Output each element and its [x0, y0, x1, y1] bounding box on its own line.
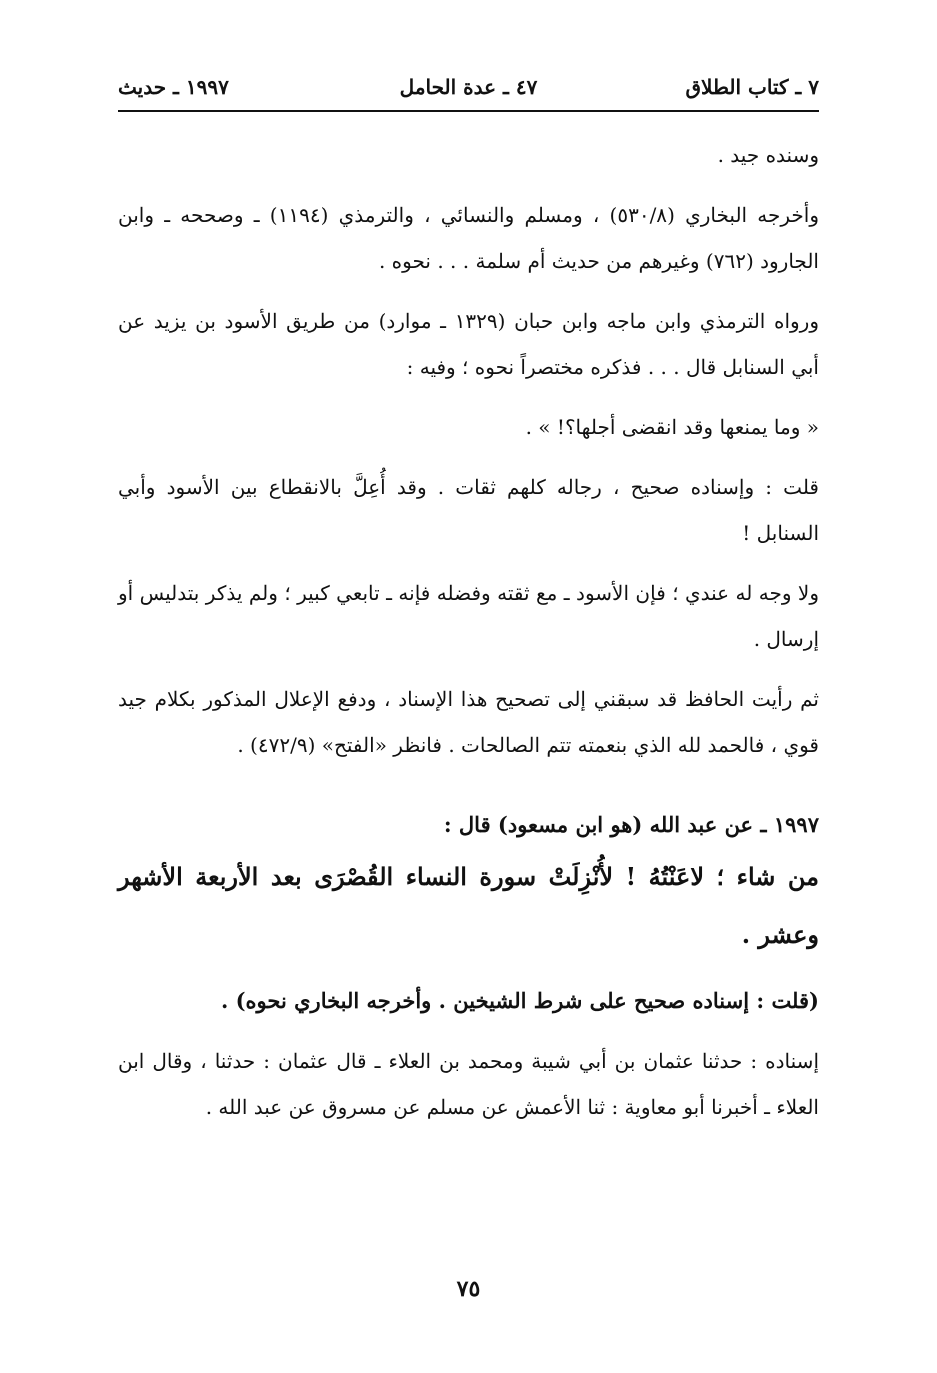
- paragraph: وسنده جيد .: [717, 143, 819, 167]
- book-page: [118, 0, 819, 1373]
- paragraph: ولا وجه له عندي ؛ فإن الأسود ـ مع ثقته وفضله فإنه ـ تابعي كبير ؛ ولم يذكر بتدليس أو إرسال .: [118, 581, 819, 651]
- quote-paragraph: « وما يمنعها وقد انقضى أجلها؟! » .: [525, 415, 819, 439]
- hadith-heading: ١٩٩٧ ـ عن عبد الله (هو ابن مسعود) قال :: [443, 812, 819, 837]
- running-header: [118, 72, 819, 112]
- page-body: [118, 132, 819, 1130]
- hadith-grading-note: (قلت : إسناده صحيح على شرط الشيخين . وأخرجه البخاري نحوه) .: [221, 988, 819, 1013]
- isnad-paragraph: إسناده : حدثنا عثمان بن أبي شيبة ومحمد بن العلاء ـ قال عثمان : حدثنا ، وقال ابن العلاء ـ أخبرنا أبو معاوية : ثنا الأعمش عن مسلم عن مسروق عن عبد الله .: [118, 1049, 819, 1119]
- section-title: ٤٧ ـ عدة الحامل: [399, 75, 538, 99]
- hadith-text: من شاء ؛ لاعَنْتُهُ ! لأُنْزِلَتْ سورة النساء القُصْرَى بعد الأربعة الأشهر وعشر .: [118, 862, 819, 949]
- hadith-number-header: ١٩٩٧ ـ حديث: [118, 75, 229, 99]
- chapter-title: ٧ ـ كتاب الطلاق: [685, 75, 819, 99]
- paragraph: ورواه الترمذي وابن ماجه وابن حبان (١٣٢٩ ـ موارد) من طريق الأسود بن يزيد عن أبي السنابل قال . . . فذكره مختصراً نحوه ؛ وفيه :: [118, 309, 819, 379]
- page-number: ٧٥: [456, 1276, 481, 1302]
- paragraph: قلت : وإسناده صحيح ، رجاله كلهم ثقات . وقد أُعِلَّ بالانقطاع بين الأسود وأبي السنابل !: [118, 475, 819, 545]
- paragraph: ثم رأيت الحافظ قد سبقني إلى تصحيح هذا الإسناد ، ودفع الإعلال المذكور بكلام جيد قوي ، فالحمد لله الذي بنعمته تتم الصالحات . فانظر «الفتح» (٤٧٢/٩) .: [118, 687, 819, 757]
- paragraph: وأخرجه البخاري (٥٣٠/٨) ، ومسلم والنسائي ، والترمذي (١١٩٤) ـ وصححه ـ وابن الجارود (٧٦٢) وغيرهم من حديث أم سلمة . . . نحوه .: [118, 203, 820, 273]
